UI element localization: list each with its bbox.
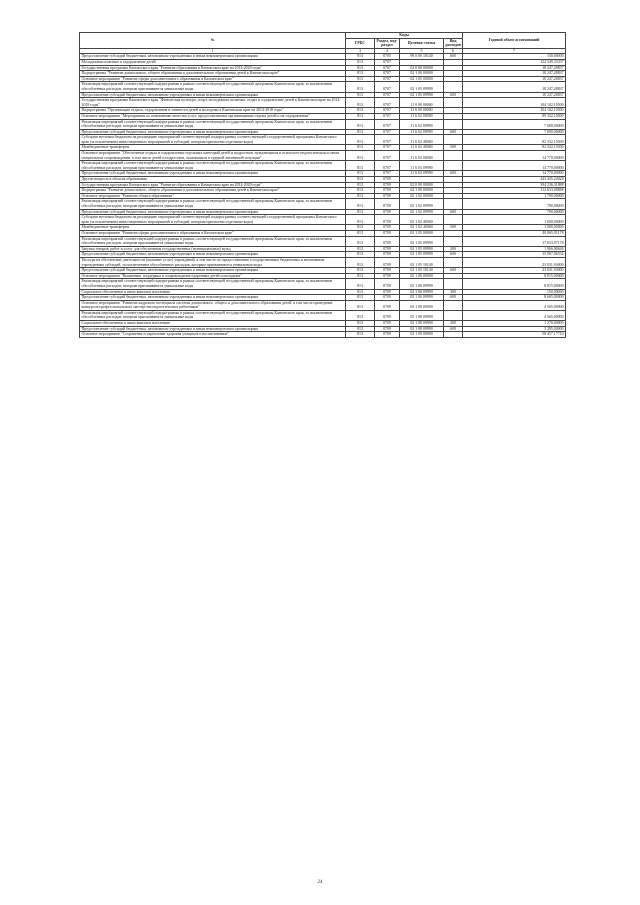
row-name: Государственная программа Камчатского края "Развитие образования в Камчатском крае на 2014-2020 годы" <box>80 182 346 188</box>
row-name: Предоставление субсидий бюджетным, автономным учреждениям и иным некоммерческим организациям <box>80 252 346 258</box>
row-amount: 122 349,33337 <box>463 59 566 65</box>
row-name: Субсидии местным бюджетам на реализацию мероприятий соответствующей подпрограммы соответствующей государственной программы Камчатского края (за исключением инвестиционных мероприятий и субсидий, которым присвоены отдельные коды) <box>80 135 346 145</box>
row-name: Основное мероприятие "Развитие сферы дополнительного образования в Камчатском крае" <box>80 230 346 236</box>
row-amount: 4 565,00000 <box>463 310 566 320</box>
header-num: № <box>80 33 346 49</box>
row-amount: 23 031,94000 <box>463 268 566 274</box>
row-section: 0705 <box>375 54 400 60</box>
row-target: 99 0 00 10140 <box>400 54 444 60</box>
row-name: Предоставление субсидий бюджетным, автономным учреждениям и иным некоммерческим организациям <box>80 129 346 135</box>
row-target: 02 0 00 00000 <box>400 65 444 71</box>
row-target: 02 1 02 09990 <box>400 199 444 209</box>
row-name: Подпрограмма "Организация отдыха, оздоровления и занятости детей и молодежи в Камчатском крае на 2014-2018 годы" <box>80 108 346 114</box>
row-name: Предоставление субсидий бюджетным, автономным учреждениям и иным некоммерческим организациям <box>80 295 346 301</box>
row-target: 02 1 02 09990 <box>400 209 444 215</box>
row-target: 02 1 05 09990 <box>400 236 444 246</box>
row-expense <box>444 119 463 129</box>
row-section: 0709 <box>375 257 400 267</box>
row-name: Предоставление субсидий бюджетным, автономным учреждениям и иным некоммерческим организациям <box>80 171 346 177</box>
row-expense <box>444 161 463 171</box>
table-row <box>80 332 566 338</box>
row-section: 0709 <box>375 300 400 310</box>
row-name: Социальное обеспечение и иные выплаты населению <box>80 289 346 295</box>
row-target: 02 1 06 00000 <box>400 273 444 279</box>
row-name: Государственная программа Камчатского края "Физическая культура, спорт, молодежная политика, отдых и оздоровление детей в Камчатском крае на 2014-2018 годы" <box>80 98 346 108</box>
colnum: 7 <box>463 48 566 54</box>
row-section: 0707 <box>375 119 400 129</box>
row-expense: 200 <box>444 246 463 252</box>
row-name: Межбюджетные трансферты <box>80 225 346 231</box>
row-grbs: 813 <box>346 252 375 258</box>
row-name: Предоставление субсидий бюджетным, автономным учреждениям и иным некоммерческим организациям <box>80 92 346 98</box>
row-amount: 17 033,97178 <box>463 236 566 246</box>
row-section: 0707 <box>375 108 400 114</box>
row-target: 11 6 03 09990 <box>400 161 444 171</box>
row-amount: 394 236,31888 <box>463 182 566 188</box>
colnum: 6 <box>444 48 463 54</box>
row-section: 0709 <box>375 182 400 188</box>
row-target: 02 1 05 00000 <box>400 230 444 236</box>
row-expense: 600 <box>444 268 463 274</box>
row-amount: 104 102,10500 <box>463 98 566 108</box>
row-section: 0707 <box>375 161 400 171</box>
row-name: Подпрограмма "Развитие дошкольного, общего образования и дополнительного образования детей в Камчатском крае" <box>80 188 346 194</box>
table-row <box>80 236 566 246</box>
row-amount: 82 332,10500 <box>463 145 566 151</box>
row-grbs: 813 <box>346 76 375 82</box>
row-grbs: 813 <box>346 332 375 338</box>
row-section: 0709 <box>375 310 400 320</box>
row-target: 11 6 02 09990 <box>400 129 444 135</box>
row-section: 0709 <box>375 332 400 338</box>
row-expense <box>444 135 463 145</box>
row-section: 0707 <box>375 129 400 135</box>
header-section: Раздел, под-раздел <box>375 38 400 48</box>
row-amount: 700,00000 <box>463 209 566 215</box>
row-amount: 7 000,00000 <box>463 129 566 135</box>
row-name: Основное мероприятие "Развитие кадрового потенциала системы дошкольного, общего и дополнительного образования детей, в том числе проведение конкурсов профессионального мастерства педагогических работников" <box>80 300 346 310</box>
row-grbs: 813 <box>346 225 375 231</box>
row-section: 0709 <box>375 215 400 225</box>
table-row <box>80 161 566 171</box>
row-target: 11 6 02 40060 <box>400 145 444 151</box>
row-section: 0709 <box>375 225 400 231</box>
table-row <box>80 151 566 161</box>
row-expense: 600 <box>444 54 463 60</box>
row-amount: 14 770,00000 <box>463 151 566 161</box>
row-section: 0709 <box>375 230 400 236</box>
row-amount: 18 247,28837 <box>463 76 566 82</box>
header-codes: Коды <box>346 33 463 39</box>
row-amount: 112 633,08888 <box>463 188 566 194</box>
header-grbs: ГРБС <box>346 38 375 48</box>
row-grbs: 813 <box>346 92 375 98</box>
row-amount: 1 700,00000 <box>463 193 566 199</box>
row-amount: 1 000,00000 <box>463 225 566 231</box>
row-section: 0707 <box>375 71 400 77</box>
row-amount: 3 295,00000 <box>463 326 566 332</box>
table-row <box>80 119 566 129</box>
row-expense <box>444 310 463 320</box>
row-grbs: 813 <box>346 236 375 246</box>
row-expense: 600 <box>444 171 463 177</box>
row-grbs: 813 <box>346 321 375 327</box>
row-grbs: 813 <box>346 171 375 177</box>
row-target: 11 6 03 09990 <box>400 171 444 177</box>
row-expense: 600 <box>444 295 463 301</box>
row-section: 0709 <box>375 252 400 258</box>
row-section: 0707 <box>375 98 400 108</box>
row-name: Расходы на обеспечение деятельности (оказание услуг) учреждений, в том числе по предоставлению государственным бюджетным и автономным учреждениям субсидий, за исключением обособленных расходов, которым присваиваются уникальные коды <box>80 257 346 267</box>
row-amount: 18 247,28837 <box>463 92 566 98</box>
row-grbs: 813 <box>346 300 375 310</box>
row-section: 0709 <box>375 295 400 301</box>
row-section: 0707 <box>375 145 400 151</box>
row-section: 0709 <box>375 209 400 215</box>
row-grbs: 813 <box>346 273 375 279</box>
row-target: 11 6 00 00000 <box>400 108 444 114</box>
row-section: 0707 <box>375 92 400 98</box>
row-target: 02 1 06 09990 <box>400 295 444 301</box>
row-grbs: 813 <box>346 71 375 77</box>
row-target: 11 0 00 00000 <box>400 98 444 108</box>
row-grbs: 813 <box>346 82 375 92</box>
row-grbs: 813 <box>346 119 375 129</box>
row-expense: 500 <box>444 225 463 231</box>
row-grbs: 813 <box>346 257 375 267</box>
row-section: 0707 <box>375 113 400 119</box>
row-target: 02 1 05 10140 <box>400 268 444 274</box>
row-grbs: 813 <box>346 145 375 151</box>
row-name: Предоставление субсидий бюджетным, автономным учреждениям и иным некоммерческим организациям <box>80 268 346 274</box>
row-section: 0709 <box>375 321 400 327</box>
table-body <box>80 54 566 337</box>
row-section: 0707 <box>375 65 400 71</box>
header-expense: Вид расходов <box>445 38 461 48</box>
row-target: 02 1 08 09990 <box>400 326 444 332</box>
row-grbs: 813 <box>346 65 375 71</box>
row-target: 02 1 08 09990 <box>400 321 444 327</box>
row-target: 11 6 02 09990 <box>400 119 444 129</box>
row-target: 02 1 05 09990 <box>400 246 444 252</box>
row-target: 02 1 08 00000 <box>400 300 444 310</box>
row-amount: 58 457,17710 <box>463 332 566 338</box>
row-section: 0707 <box>375 59 400 65</box>
row-target: 02 1 00 00000 <box>400 71 444 77</box>
table-row <box>80 310 566 320</box>
row-expense <box>444 300 463 310</box>
row-target: 02 1 00 00000 <box>400 188 444 194</box>
row-section: 0707 <box>375 82 400 92</box>
row-name: Основное мероприятие "Обеспечение отдыха и оздоровления отдельных категорий детей и подростков, нуждающихся в психолого-педагогическом и ином специальном сопровождении, в том числе детей и подростков, оказавшихся в трудной жизненной ситуации" <box>80 151 346 161</box>
row-expense: 500 <box>444 145 463 151</box>
row-section: 0707 <box>375 151 400 161</box>
row-expense: 600 <box>444 209 463 215</box>
row-expense <box>444 82 463 92</box>
header-target: Целевая статья <box>400 38 444 48</box>
row-section: 0709 <box>375 279 400 289</box>
row-grbs: 813 <box>346 98 375 108</box>
row-amount: 7 000,00000 <box>463 119 566 129</box>
row-section: 0709 <box>375 188 400 194</box>
row-target: 02 0 00 00000 <box>400 182 444 188</box>
row-name: Межбюджетные трансферты <box>80 145 346 151</box>
row-target: 02 1 05 00000 <box>400 76 444 82</box>
row-target: 02 1 05 09990 <box>400 252 444 258</box>
row-grbs: 813 <box>346 193 375 199</box>
row-target: 02 1 08 09990 <box>400 310 444 320</box>
row-expense <box>444 257 463 267</box>
row-amount: 150,00000 <box>463 54 566 60</box>
row-grbs: 813 <box>346 289 375 295</box>
row-amount: 82 332,10500 <box>463 135 566 145</box>
colnum: 1 <box>80 48 346 54</box>
table-row <box>80 135 566 145</box>
row-amount: 150,00000 <box>463 289 566 295</box>
row-target: 02 1 09 00000 <box>400 332 444 338</box>
row-name: Предоставление субсидий бюджетным, автономным учреждениям и иным некоммерческим организациям <box>80 326 346 332</box>
page-number: 24 <box>317 880 323 885</box>
row-grbs: 813 <box>346 135 375 145</box>
colnum: 3 <box>346 48 375 54</box>
row-name: Основное мероприятие "Сохранение и укрепление здоровья учащихся и воспитанников" <box>80 332 346 338</box>
row-grbs: 813 <box>346 182 375 188</box>
row-name: Молодежная политика и оздоровление детей <box>80 59 346 65</box>
budget-document <box>79 32 565 338</box>
row-amount: 104 102,10500 <box>463 108 566 114</box>
colnum: 5 <box>400 48 444 54</box>
row-grbs: 813 <box>346 113 375 119</box>
row-target: 02 1 02 40060 <box>400 225 444 231</box>
row-grbs: 813 <box>346 310 375 320</box>
row-amount: 89 332,10500 <box>463 113 566 119</box>
row-name: Реализация мероприятий соответствующей подпрограммы в рамках соответствующей государственной программы Камчатского края, за исключением обособленных расходов, которым присваиваются уникальные коды <box>80 161 346 171</box>
row-amount: 14 770,00000 <box>463 171 566 177</box>
row-section: 0707 <box>375 135 400 145</box>
row-section: 0709 <box>375 177 400 183</box>
row-expense <box>444 236 463 246</box>
row-grbs: 813 <box>346 215 375 225</box>
row-grbs: 813 <box>346 59 375 65</box>
row-amount: 23 031,94000 <box>463 257 566 267</box>
row-grbs: 813 <box>346 326 375 332</box>
table-row <box>80 215 566 225</box>
table-row <box>80 82 566 92</box>
row-grbs: 813 <box>346 108 375 114</box>
row-name: Реализация мероприятий соответствующей подпрограммы в рамках соответствующей государственной программы Камчатского края, за исключением обособленных расходов, которым присваиваются уникальные коды <box>80 119 346 129</box>
row-name: Основное мероприятие "Развитие сферы дополнительного образования в Камчатском крае" <box>80 76 346 82</box>
row-name: Предоставление субсидий бюджетным, автономным учреждениям и иным некоммерческим организациям <box>80 54 346 60</box>
row-expense: 600 <box>444 326 463 332</box>
row-section: 0709 <box>375 193 400 199</box>
row-expense: 600 <box>444 129 463 135</box>
row-expense <box>444 151 463 161</box>
row-expense: 600 <box>444 92 463 98</box>
row-expense <box>444 98 463 108</box>
row-name: Закупка товаров, работ и услуг для обеспечения государственных (муниципальных) нужд <box>80 246 346 252</box>
row-expense: 600 <box>444 252 463 258</box>
row-amount: 18 247,28837 <box>463 82 566 92</box>
row-name: Основное мероприятие "Развитие общего образования" <box>80 193 346 199</box>
row-amount: 8 815,00000 <box>463 273 566 279</box>
row-target: 02 1 02 00000 <box>400 193 444 199</box>
row-expense: 300 <box>444 289 463 295</box>
row-amount: 40 065,91178 <box>463 230 566 236</box>
row-expense <box>444 332 463 338</box>
table-row <box>80 279 566 289</box>
row-section: 0709 <box>375 273 400 279</box>
table-row <box>80 199 566 209</box>
header-amount: Годовой объем ассигнований <box>463 33 566 49</box>
row-section: 0709 <box>375 289 400 295</box>
row-grbs: 813 <box>346 54 375 60</box>
row-expense <box>444 279 463 289</box>
row-amount: 18 247,28837 <box>463 65 566 71</box>
row-grbs: 813 <box>346 188 375 194</box>
row-name: Предоставление субсидий бюджетным, автономным учреждениям и иным некоммерческим организациям <box>80 209 346 215</box>
row-name: Реализация мероприятий соответствующей подпрограммы в рамках соответствующей государственной программы Камчатского края, за исключением обособленных расходов, которым присваиваются уникальные коды <box>80 82 346 92</box>
row-section: 0709 <box>375 199 400 209</box>
row-expense: 300 <box>444 321 463 327</box>
row-grbs: 813 <box>346 129 375 135</box>
row-expense <box>444 215 463 225</box>
budget-table <box>79 32 566 338</box>
row-amount: 8 665,00000 <box>463 295 566 301</box>
row-grbs: 813 <box>346 230 375 236</box>
row-section: 0707 <box>375 76 400 82</box>
row-amount: 700,00000 <box>463 199 566 209</box>
row-target: 02 1 05 10140 <box>400 257 444 267</box>
row-name: Реализация мероприятий соответствующей подпрограммы в рамках соответствующей государственной программы Камчатского края, за исключением обособленных расходов, которым присваиваются уникальные коды <box>80 199 346 209</box>
row-target: 02 1 06 09990 <box>400 279 444 289</box>
row-section: 0709 <box>375 246 400 252</box>
row-name: Субсидии местным бюджетам на реализацию мероприятий соответствующей подпрограммы соответствующей государственной программы Камчатского края (за исключением инвестиционных мероприятий и субсидий, которым присвоены отдельные коды) <box>80 215 346 225</box>
row-expense <box>444 199 463 209</box>
row-target: 11 6 03 00000 <box>400 151 444 161</box>
row-name: Подпрограмма "Развитие дошкольного, общего образования и дополнительного образования детей в Камчатском крае" <box>80 71 346 77</box>
row-name: Социальное обеспечение и иные выплаты населению <box>80 321 346 327</box>
row-grbs: 813 <box>346 161 375 171</box>
table-row <box>80 98 566 108</box>
row-section: 0707 <box>375 171 400 177</box>
row-target: 02 1 05 09990 <box>400 82 444 92</box>
row-target: 02 1 06 09990 <box>400 289 444 295</box>
row-amount: 4 565,00000 <box>463 300 566 310</box>
row-grbs: 813 <box>346 151 375 161</box>
row-amount: 1 270,00000 <box>463 321 566 327</box>
table-row <box>80 300 566 310</box>
row-target: 02 1 05 09990 <box>400 92 444 98</box>
row-amount: 1 966,90646 <box>463 246 566 252</box>
row-amount: 1 000,00000 <box>463 215 566 225</box>
row-amount: 443 445,24028 <box>463 177 566 183</box>
row-grbs: 813 <box>346 209 375 215</box>
row-name: Государственная программа Камчатского края "Развитие образования в Камчатском крае на 2014-2020 годы" <box>80 65 346 71</box>
colnum: 4 <box>375 48 400 54</box>
row-target: 11 6 02 40060 <box>400 135 444 145</box>
table-row <box>80 257 566 267</box>
row-target: 02 1 02 40060 <box>400 215 444 225</box>
row-amount: 18 247,28837 <box>463 71 566 77</box>
row-name: Другие вопросы в области образования <box>80 177 346 183</box>
row-grbs: 813 <box>346 246 375 252</box>
row-section: 0709 <box>375 326 400 332</box>
row-grbs: 813 <box>346 268 375 274</box>
row-name: Реализация мероприятий соответствующей подпрограммы в рамках соответствующей государственной программы Камчатского края, за исключением обособленных расходов, которым присваиваются уникальные коды <box>80 279 346 289</box>
row-grbs: 813 <box>346 177 375 183</box>
row-target: 11 6 02 00000 <box>400 113 444 119</box>
row-name: Основное мероприятие "Выявление, поддержка и сопровождение одаренных детей и молодежи" <box>80 273 346 279</box>
row-amount: 14 770,00000 <box>463 161 566 171</box>
row-grbs: 813 <box>346 279 375 289</box>
row-grbs: 813 <box>346 295 375 301</box>
row-name: Реализация мероприятий соответствующей подпрограммы в рамках соответствующей государственной программы Камчатского края, за исключением обособленных расходов, которым присваиваются уникальные коды <box>80 310 346 320</box>
row-name: Реализация мероприятий соответствующей подпрограммы в рамках соответствующей государственной программы Камчатского края, за исключением обособленных расходов, которым присваиваются уникальные коды <box>80 236 346 246</box>
row-name: Основное мероприятие "Мероприятия по повышению качества услуг, предоставляемых организациями отдыха детей и их оздоровления" <box>80 113 346 119</box>
row-grbs: 813 <box>346 199 375 209</box>
row-amount: 8 815,00000 <box>463 279 566 289</box>
row-amount: 15 067,06532 <box>463 252 566 258</box>
row-section: 0709 <box>375 236 400 246</box>
row-section: 0709 <box>375 268 400 274</box>
